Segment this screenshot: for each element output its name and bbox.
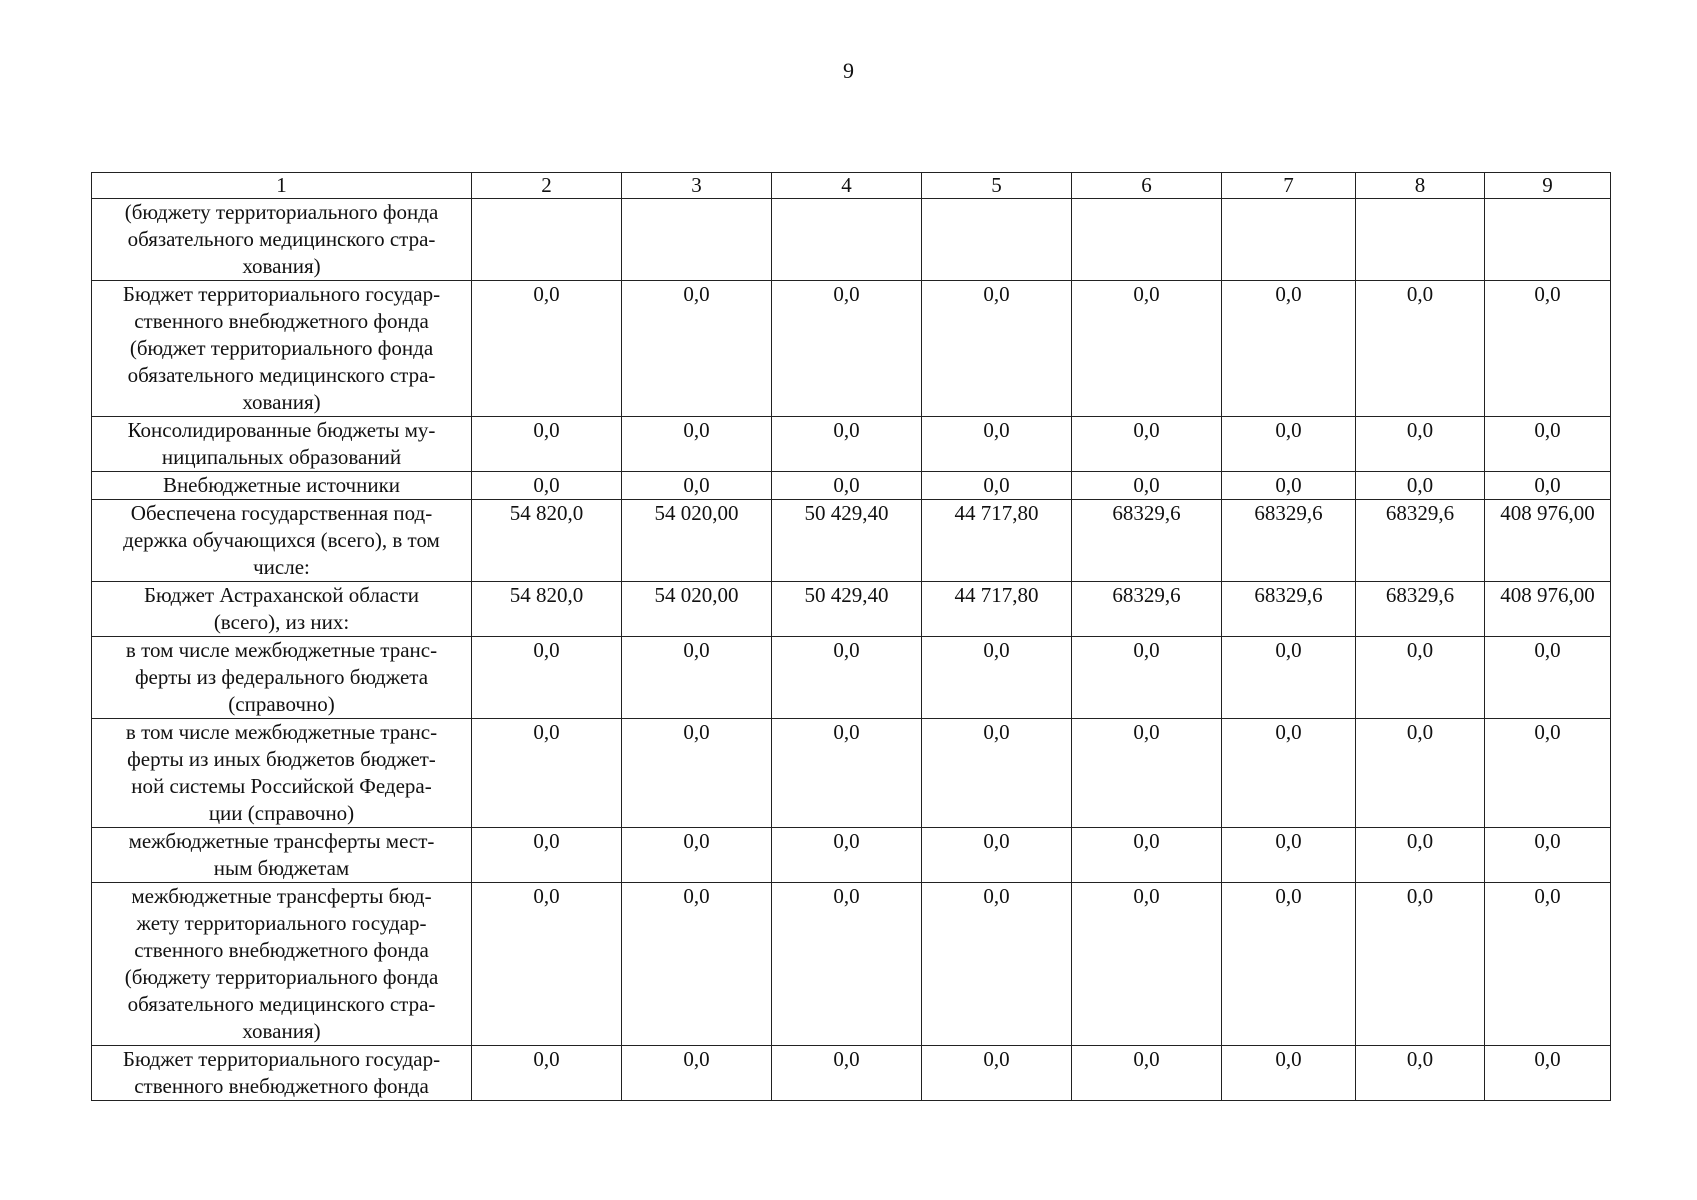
table-row [92, 417, 1611, 472]
column-header-6: 6 [1072, 173, 1222, 199]
value-cell: 0,0 [922, 1046, 1072, 1101]
value-cell: 0,0 [1222, 828, 1356, 883]
value-cell: 0,0 [622, 883, 772, 1046]
value-cell: 0,0 [922, 472, 1072, 500]
row-label: в том числе межбюджетные транс- ферты из иных бюджетов бюджет- ной системы Российской Федера- ции (справочно) [92, 719, 472, 828]
value-cell [1485, 199, 1611, 281]
value-cell: 0,0 [922, 637, 1072, 719]
value-cell: 0,0 [1485, 883, 1611, 1046]
value-cell: 0,0 [622, 637, 772, 719]
table-row [92, 719, 1611, 828]
value-cell: 68329,6 [1072, 582, 1222, 637]
value-cell: 0,0 [1356, 1046, 1485, 1101]
value-cell: 0,0 [622, 281, 772, 417]
value-cell: 54 820,0 [472, 582, 622, 637]
value-cell: 0,0 [1485, 1046, 1611, 1101]
value-cell: 0,0 [472, 472, 622, 500]
value-cell: 0,0 [1485, 281, 1611, 417]
value-cell: 0,0 [622, 828, 772, 883]
value-cell: 0,0 [1072, 472, 1222, 500]
value-cell [922, 199, 1072, 281]
row-label: межбюджетные трансферты мест- ным бюджетам [92, 828, 472, 883]
value-cell: 68329,6 [1356, 500, 1485, 582]
value-cell: 0,0 [472, 637, 622, 719]
row-label: межбюджетные трансферты бюд- жету территориального государ- ственного внебюджетного фонда (бюджету территориального фонда обязательного медицинского стра- хования) [92, 883, 472, 1046]
column-header-4: 4 [772, 173, 922, 199]
row-label: (бюджету территориального фонда обязательного медицинского стра- хования) [92, 199, 472, 281]
value-cell: 68329,6 [1072, 500, 1222, 582]
value-cell: 0,0 [1356, 883, 1485, 1046]
column-header-1: 1 [92, 173, 472, 199]
row-label: Бюджет территориального государ- ственного внебюджетного фонда [92, 1046, 472, 1101]
value-cell: 0,0 [1072, 828, 1222, 883]
value-cell: 0,0 [1072, 637, 1222, 719]
value-cell [1356, 199, 1485, 281]
value-cell: 0,0 [1072, 281, 1222, 417]
value-cell: 0,0 [1485, 719, 1611, 828]
value-cell: 0,0 [1485, 472, 1611, 500]
row-label: в том числе межбюджетные транс- ферты из федерального бюджета (справочно) [92, 637, 472, 719]
table-row [92, 472, 1611, 500]
row-label: Внебюджетные источники [92, 472, 472, 500]
value-cell: 0,0 [1222, 883, 1356, 1046]
value-cell: 0,0 [472, 417, 622, 472]
value-cell: 0,0 [622, 472, 772, 500]
table-row [92, 1046, 1611, 1101]
value-cell: 0,0 [1222, 719, 1356, 828]
value-cell: 0,0 [1356, 472, 1485, 500]
value-cell: 0,0 [1222, 281, 1356, 417]
value-cell: 0,0 [1485, 417, 1611, 472]
row-label: Обеспечена государственная под- держка обучающихся (всего), в том числе: [92, 500, 472, 582]
value-cell: 0,0 [922, 719, 1072, 828]
value-cell: 0,0 [772, 828, 922, 883]
value-cell: 0,0 [772, 417, 922, 472]
value-cell: 0,0 [472, 719, 622, 828]
table-header-row [92, 173, 1611, 199]
value-cell: 50 429,40 [772, 500, 922, 582]
table-row [92, 828, 1611, 883]
page-number: 9 [843, 58, 854, 83]
value-cell: 0,0 [772, 719, 922, 828]
value-cell: 408 976,00 [1485, 582, 1611, 637]
value-cell: 54 820,0 [472, 500, 622, 582]
table-row [92, 582, 1611, 637]
value-cell: 44 717,80 [922, 500, 1072, 582]
value-cell: 44 717,80 [922, 582, 1072, 637]
value-cell: 0,0 [772, 637, 922, 719]
value-cell: 0,0 [1356, 281, 1485, 417]
column-header-8: 8 [1356, 173, 1485, 199]
value-cell: 0,0 [772, 1046, 922, 1101]
value-cell: 0,0 [472, 1046, 622, 1101]
column-header-7: 7 [1222, 173, 1356, 199]
column-header-2: 2 [472, 173, 622, 199]
value-cell: 0,0 [1485, 828, 1611, 883]
table-row [92, 199, 1611, 281]
value-cell: 0,0 [1222, 472, 1356, 500]
value-cell: 0,0 [922, 417, 1072, 472]
value-cell: 0,0 [1222, 1046, 1356, 1101]
value-cell: 0,0 [1072, 719, 1222, 828]
value-cell [1222, 199, 1356, 281]
value-cell: 0,0 [1485, 637, 1611, 719]
value-cell: 0,0 [1072, 417, 1222, 472]
table-row [92, 500, 1611, 582]
value-cell [622, 199, 772, 281]
value-cell: 408 976,00 [1485, 500, 1611, 582]
column-header-9: 9 [1485, 173, 1611, 199]
value-cell: 0,0 [472, 883, 622, 1046]
value-cell: 54 020,00 [622, 500, 772, 582]
value-cell: 0,0 [1356, 828, 1485, 883]
value-cell: 0,0 [922, 828, 1072, 883]
value-cell: 0,0 [922, 281, 1072, 417]
value-cell [472, 199, 622, 281]
column-header-5: 5 [922, 173, 1072, 199]
value-cell: 0,0 [772, 883, 922, 1046]
table-body [92, 199, 1611, 1101]
value-cell: 0,0 [1072, 1046, 1222, 1101]
value-cell: 0,0 [1222, 417, 1356, 472]
value-cell: 0,0 [622, 417, 772, 472]
value-cell [1072, 199, 1222, 281]
row-label: Бюджет территориального государ- ственного внебюджетного фонда (бюджет территориального фонда обязательного медицинского стра- хования) [92, 281, 472, 417]
table-row [92, 883, 1611, 1046]
table-row [92, 637, 1611, 719]
column-header-3: 3 [622, 173, 772, 199]
value-cell: 0,0 [1222, 637, 1356, 719]
table-row [92, 281, 1611, 417]
value-cell: 68329,6 [1222, 500, 1356, 582]
value-cell: 50 429,40 [772, 582, 922, 637]
value-cell: 0,0 [622, 1046, 772, 1101]
value-cell: 0,0 [1356, 417, 1485, 472]
value-cell: 0,0 [472, 828, 622, 883]
value-cell [772, 199, 922, 281]
value-cell: 0,0 [1356, 637, 1485, 719]
value-cell: 68329,6 [1356, 582, 1485, 637]
row-label: Бюджет Астраханской области (всего), из них: [92, 582, 472, 637]
value-cell: 54 020,00 [622, 582, 772, 637]
value-cell: 0,0 [472, 281, 622, 417]
value-cell: 0,0 [772, 472, 922, 500]
value-cell: 0,0 [772, 281, 922, 417]
value-cell: 0,0 [1356, 719, 1485, 828]
value-cell: 0,0 [1072, 883, 1222, 1046]
row-label: Консолидированные бюджеты му- ниципальных образований [92, 417, 472, 472]
value-cell: 68329,6 [1222, 582, 1356, 637]
budget-table [91, 172, 1611, 1101]
value-cell: 0,0 [622, 719, 772, 828]
value-cell: 0,0 [922, 883, 1072, 1046]
